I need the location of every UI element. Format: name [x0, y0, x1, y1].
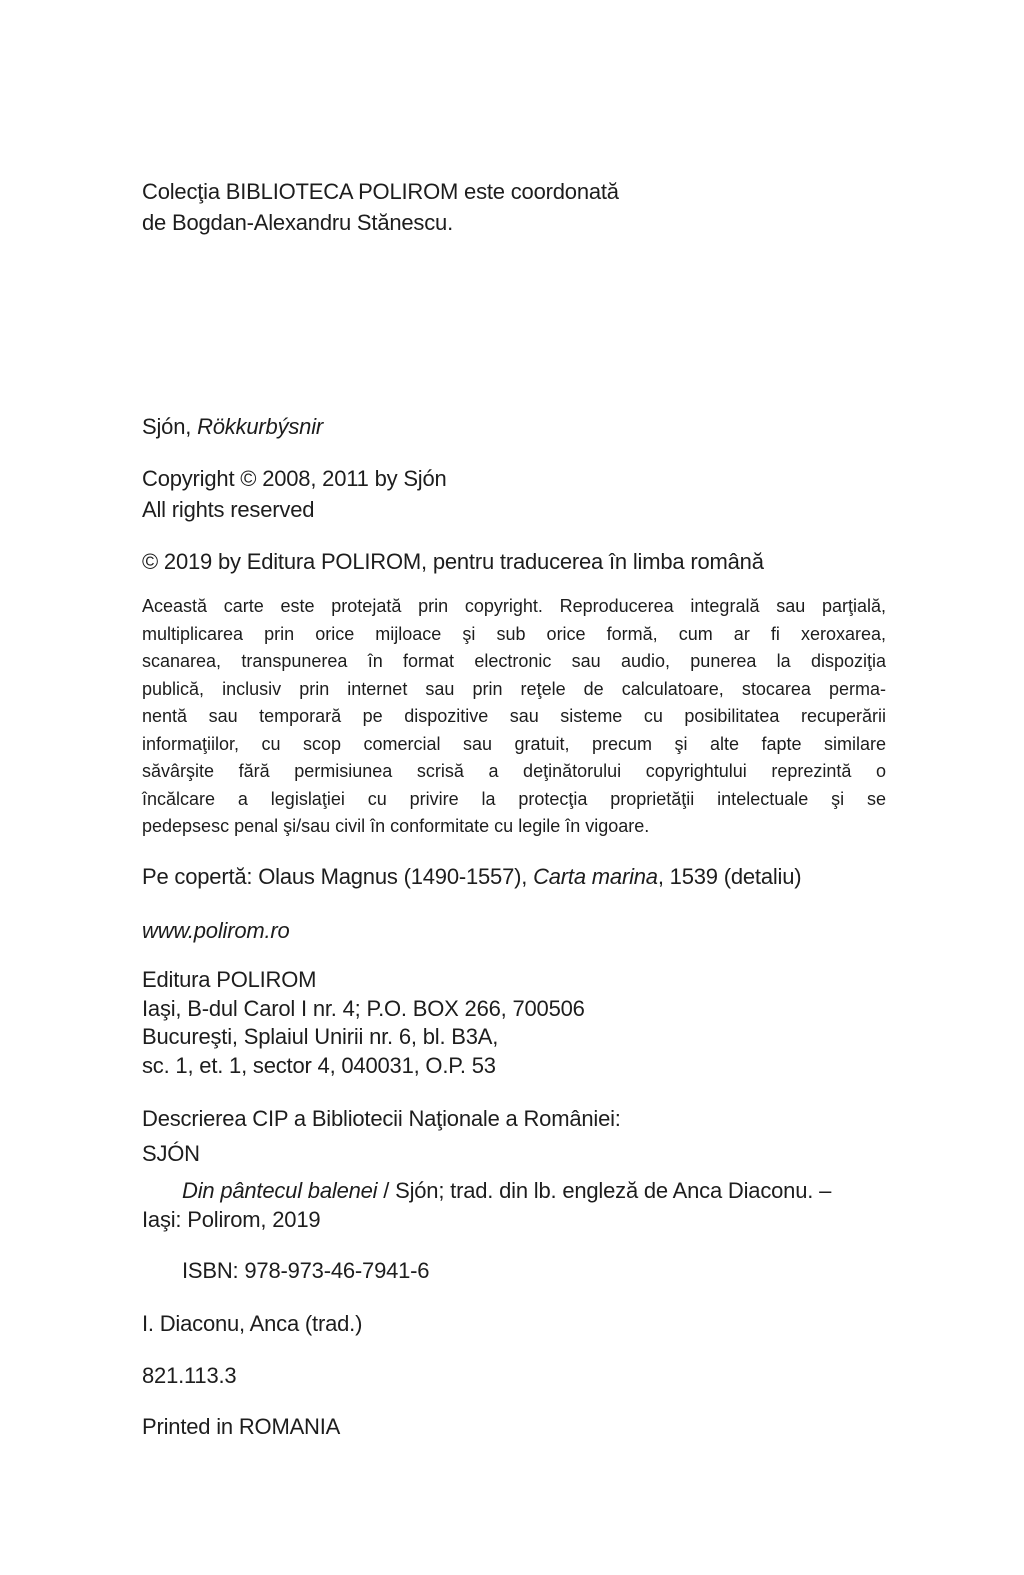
cip-heading: Descrierea CIP a Bibliotecii Naţionale a României:	[142, 1106, 621, 1131]
publisher-address-line: Bucureşti, Splaiul Unirii nr. 6, bl. B3A,	[142, 1024, 499, 1049]
original-title	[142, 411, 886, 442]
cip-entry-title: Din pântecul balenei	[182, 1178, 378, 1203]
original-title-name: Rökkurbýsnir	[197, 414, 324, 439]
legal-notice-line: încălcare a legislaţiei cu privire la protecţia proprietăţii intelectuale şi se	[142, 788, 886, 809]
cover-credit-suffix: , 1539 (detaliu)	[657, 864, 802, 889]
legal-notice	[142, 593, 886, 841]
original-title-author: Sjón,	[142, 414, 198, 439]
publisher-address-line: sc. 1, et. 1, sector 4, 040031, O.P. 53	[142, 1052, 496, 1078]
legal-notice-line: multiplicarea prin orice mijloace şi sub orice formă, cum ar fi xeroxarea,	[142, 623, 886, 644]
printed-note: Printed in ROMANIA	[142, 1414, 341, 1439]
isbn: ISBN: 978-973-46-7941-6	[182, 1258, 430, 1283]
collection-note	[142, 176, 886, 238]
legal-notice-line: publică, inclusiv prin internet sau prin reţele de calculatoare, stocarea perma-	[142, 678, 886, 699]
legal-notice-line: săvârşite fără permisiunea scrisă a deţinătorului copyrightului reprezintă o	[142, 761, 886, 781]
udc-number: 821.113.3	[142, 1363, 237, 1388]
publisher-name: Editura POLIROM	[142, 967, 317, 992]
legal-notice-line: Această carte este protejată prin copyright. Reproducerea integrală sau parţială,	[142, 596, 886, 616]
translator-note: I. Diaconu, Anca (trad.)	[142, 1311, 363, 1336]
cip-author: SJÓN	[142, 1141, 200, 1166]
cip-entry-rest: / Sjón; trad. din lb. engleză de Anca Diaconu. –	[377, 1178, 832, 1203]
legal-notice-line: pedepsesc penal şi/sau civil în conformitate cu legile în vigoare.	[142, 816, 650, 836]
legal-notice-line: informaţiilor, cu scop comercial sau gratuit, precum şi alte fapte similare	[142, 733, 886, 754]
cip-entry-line: Iaşi: Polirom, 2019	[142, 1207, 321, 1232]
publisher-address-line: Iaşi, B-dul Carol I nr. 4; P.O. BOX 266, 700506	[142, 995, 585, 1021]
cip-entry	[142, 1176, 886, 1234]
cover-credit-prefix: Pe copertă: Olaus Magnus (1490-1557),	[142, 864, 534, 889]
copyright-original	[142, 463, 886, 525]
legal-notice-line: scanarea, transpunerea în format electronic sau audio, punerea la dispoziţia	[142, 651, 886, 671]
collection-note-line: Colecţia BIBLIOTECA POLIROM este coordonată	[142, 179, 619, 204]
copyright-line: Copyright © 2008, 2011 by Sjón	[142, 466, 447, 491]
legal-notice-line: nentă sau temporară pe dispozitive sau sisteme cu posibilitatea recuperării	[142, 706, 886, 726]
cip-entry-line	[142, 1176, 886, 1205]
cover-credit	[142, 861, 886, 892]
collection-note-line: de Bogdan-Alexandru Stănescu.	[142, 210, 453, 235]
website-url: www.polirom.ro	[142, 918, 290, 943]
copyright-line: All rights reserved	[142, 497, 315, 522]
romanian-copyright: © 2019 by Editura POLIROM, pentru traducerea în limba română	[142, 549, 764, 574]
cover-credit-work-title: Carta marina	[533, 864, 658, 889]
publisher-address	[142, 966, 886, 1080]
